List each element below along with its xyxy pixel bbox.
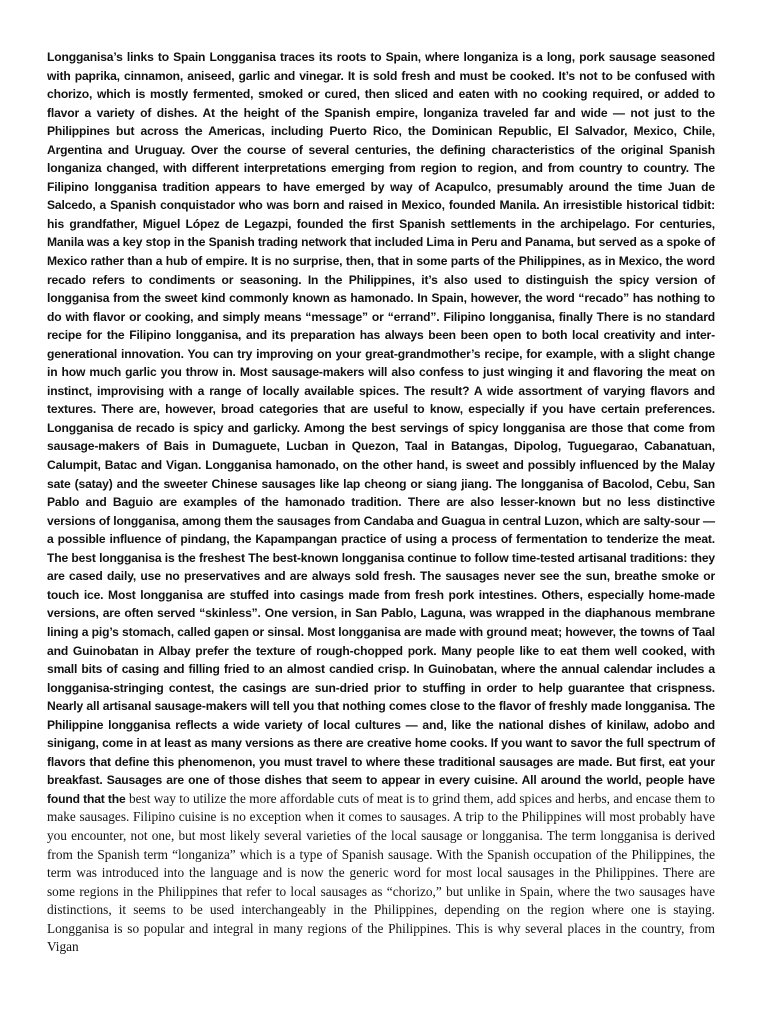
body-text-bold: Longganisa’s links to Spain Longganisa traces its roots to Spain, where longaniza is a long, pork sausage seasoned with paprika, cinnamon, aniseed, garlic and vinegar. It is sold fresh and must be cooked. It’s not to be confused with chorizo, which is mostly fermented, smoked or cured, then sliced and eaten with no cooking required, or added to flavor a variety of dishes. At the height of the Spanish empire, longaniza traveled far and wide — not just to the Philippines but across the Americas, including Puerto Rico, the Dominican Republic, El Salvador, Mexico, Chile, Argentina and Uruguay. Over the course of several centuries, the defining characteristics of the original Spanish longaniza changed, with different interpretations emerging from region to region, and from country to country. The Filipino longganisa tradition appears to have emerged by way of Acapulco, presumably around the time Juan de Salcedo, a Spanish conquistador who was born and raised in Mexico, founded Manila. An irresistible historical tidbit: his grandfather, Miguel López de Legazpi, founded the first Spanish settlements in the archipelago. For centuries, Manila was a key stop in the Spanish trading network that included Lima in Peru and Panama, but served as a spoke of Mexico rather than a hub of empire. It is no surprise, then, that in some parts of the Philippines, as in Mexico, the word recado refers to condiments or seasoning. In the Philippines, it’s also used to distinguish the spicy version of longganisa from the sweet kind commonly known as hamonado. In Spain, however, the word “recado” has nothing to do with flavor or cooking, and simply means “message” or “errand”. Filipino longganisa, finally There is no standard recipe for the Filipino longganisa, and its preparation has always been been open to both local creativity and inter-generational innovation. You can try improving on your great-grandmother’s recipe, for example, with a slight change in how much garlic you throw in. Most sausage-makers will also confess to just winging it and flavoring the meat on instinct, improvising with a range of locally available spices. The result? A wide assortment of varying flavors and textures. There are, however, broad categories that are useful to know, especially if you have certain preferences. Longganisa de recado is spicy and garlicky. Among the best servings of spicy longganisa are those that come from sausage-makers of Bais in Dumaguete, Lucban in Quezon, Taal in Batangas, Dipolog, Tuguegarao, Cabanatuan, Calumpit, Batac and Vigan. Longganisa hamonado, on the other hand, is sweet and possibly influenced by the Malay sate (satay) and the sweeter Chinese sausages like lap cheong or siang jiang. The longganisa of Bacolod, Cebu, San Pablo and Baguio are examples of the hamonado tradition. There are also lesser-known but no less distinctive versions of longganisa, among them the sausages from Candaba and Guagua in central Luzon, which are salty-sour — a possible influence of pindang, the Kapampangan practice of using a process of fermentation to tenderize the meat. The best longganisa is the freshest The best-known longganisa continue to follow time-tested artisanal traditions: they are cased daily, use no preservatives and are always sold fresh. The sausages never see the sun, breathe smoke or touch ice. Most longganisa are stuffed into casings made from fresh pork intestines. Others, especially home-made versions, are often served “skinless”. One version, in San Pablo, Laguna, was wrapped in the diaphanous membrane lining a pig’s stomach, called gapen or sinsal. Most longganisa are made with ground meat; however, the towns of Taal and Guinobatan in Albay prefer the texture of rough-chopped pork. Many people like to eat them well cooked, with small bits of casing and filling fried to an almost candied crisp. In Guinobatan, where the annual calendar includes a longganisa-stringing contest, the casings are sun-dried prior to stuffing in order to help guarantee that crispness. Nearly all artisanal sausage-makers will tell you that nothing comes close to the flavor of freshly made longganisa. The Philippine longganisa reflects a wide variety of local cultures — and, like the national dishes of kinilaw, adobo and sinigang, come in at least as many versions as there are creative home cooks. If you want to savor the full spectrum of flavors that define this phenomenon, you must travel to where these traditional sausages are made. But first, eat your breakfast. Sausages are one of those dishes that seem to appear in every cuisine. All around the world, people have found that the (47, 50, 715, 806)
document-page (47, 48, 715, 957)
body-paragraph (47, 48, 715, 957)
body-text-plain: best way to utilize the more affordable cuts of meat is to grind them, add spices and herbs, and encase them to make sausages. Filipino cuisine is no exception when it comes to sausages. A trip to the Philippines will most probably have you encounter, not one, but most likely several varieties of the local sausage or longganisa. The term longganisa is derived from the Spanish term “longaniza” which is a type of Spanish sausage. With the Spanish occupation of the Philippines, the term was introduced into the language and is now the generic word for most local sausages in the Philippines. There are some regions in the Philippines that refer to local sausages as “chorizo,” but unlike in Spain, where the two sausages have distinctions, it seems to be used interchangeably in the Philippines, depending on the region where one is staying. Longganisa is so popular and integral in many regions of the Philippines. This is why several places in the country, from Vigan (47, 790, 715, 955)
